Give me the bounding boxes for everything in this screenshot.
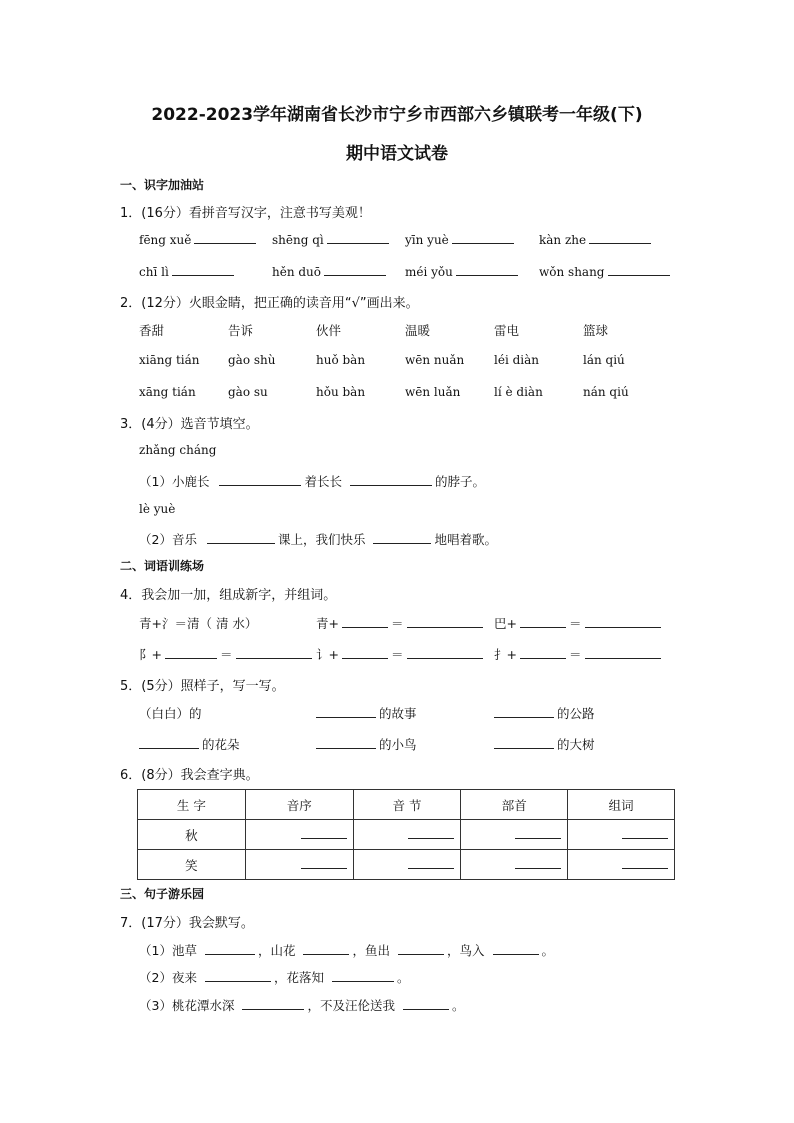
line-text: 。: [451, 998, 465, 1013]
pinyin-item: [272, 264, 389, 279]
answer-blank[interactable]: [407, 616, 483, 628]
answer-blank[interactable]: [219, 474, 301, 486]
sentence-text: 地唱着歌。: [434, 532, 497, 547]
pinyin-option[interactable]: lí è diàn: [494, 385, 543, 399]
item-text: 的大树: [557, 737, 595, 752]
item-text: 阝+: [139, 647, 162, 662]
answer-blank[interactable]: [520, 647, 566, 659]
line-text: ，鱼出: [352, 943, 390, 958]
sentence-text: 的脖子。: [434, 474, 485, 489]
line-text: ，花落知: [273, 970, 324, 985]
phrase-item: [494, 704, 595, 722]
answer-blank[interactable]: [494, 706, 554, 718]
pinyin-option[interactable]: xāng tián: [139, 385, 196, 399]
answer-line: [408, 837, 454, 839]
pinyin-option[interactable]: gào su: [228, 385, 268, 399]
column-header: 组词: [568, 790, 675, 820]
pinyin-item: [139, 232, 259, 247]
answer-blank[interactable]: [327, 232, 389, 244]
answer-blank[interactable]: [139, 737, 199, 749]
answer-cell[interactable]: [245, 850, 353, 880]
pinyin-text: kàn zhe: [539, 233, 587, 247]
item-text: 的公路: [557, 706, 595, 721]
pinyin-item: [539, 232, 654, 247]
pinyin-text: shēng qì: [272, 233, 324, 247]
column-header: 音 节: [353, 790, 461, 820]
add-item: [494, 645, 664, 663]
phrase-item: [494, 735, 595, 753]
character-cell: 秋: [138, 820, 246, 850]
add-item: [139, 645, 315, 663]
question-2-stem: 2．(12分）火眼金睛，把正确的读音用“√”画出来。: [120, 296, 419, 311]
line-text: （1）池草: [139, 943, 197, 958]
table-row: [138, 820, 675, 850]
column-header: 音序: [245, 790, 353, 820]
line-text: ，不及汪伦送我: [307, 998, 395, 1013]
pinyin-option[interactable]: wēn luǎn: [405, 385, 461, 399]
answer-line: [622, 867, 668, 869]
answer-blank[interactable]: [172, 264, 234, 276]
question-6-stem: 6．(8分）我会查字典。: [120, 768, 259, 783]
answer-blank[interactable]: [493, 943, 539, 955]
answer-blank[interactable]: [452, 232, 514, 244]
answer-line: [301, 867, 347, 869]
add-item: [316, 645, 486, 663]
pinyin-text: yīn yuè: [405, 233, 449, 247]
answer-blank[interactable]: [207, 532, 275, 544]
pinyin-text: fēng xuě: [139, 233, 192, 247]
pinyin-text: wǒn shang: [539, 265, 605, 279]
equals: ＝: [568, 647, 582, 662]
line-text: ，山花: [257, 943, 296, 958]
answer-blank[interactable]: [342, 616, 388, 628]
section-heading-1: 一、识字加油站: [120, 178, 205, 192]
answer-cell[interactable]: [245, 820, 353, 850]
pinyin-option[interactable]: wēn nuǎn: [405, 353, 465, 367]
recite-line-1: [139, 941, 554, 959]
question-5-stem: 5．(5分）照样子，写一写。: [120, 679, 285, 694]
answer-line: [301, 837, 347, 839]
pinyin-option[interactable]: hǒu bàn: [316, 385, 366, 399]
answer-cell[interactable]: [461, 820, 568, 850]
item-text: 的花朵: [202, 737, 240, 752]
pinyin-option[interactable]: xiāng tián: [139, 353, 200, 367]
question-3-stem: 3．(4分）选音节填空。: [120, 417, 259, 432]
character-cell: 笑: [138, 850, 246, 880]
phrase-item: [316, 735, 417, 753]
answer-blank[interactable]: [585, 616, 661, 628]
word: 告诉: [228, 323, 254, 338]
item-text: 巴+: [494, 616, 517, 631]
phrase-item: [139, 735, 240, 753]
add-item: [494, 614, 664, 632]
pinyin-option[interactable]: gào shù: [228, 353, 276, 367]
answer-blank[interactable]: [398, 943, 444, 955]
recite-line-3: [139, 996, 465, 1014]
answer-blank[interactable]: [520, 616, 566, 628]
line-text: 。: [396, 970, 410, 985]
pinyin-choices: zhǎng cháng: [139, 443, 217, 457]
line-text: ，鸟入: [446, 943, 485, 958]
item-text: 青+: [316, 616, 339, 631]
answer-cell[interactable]: [353, 850, 461, 880]
pinyin-item: [539, 264, 673, 279]
word: 雷电: [494, 323, 520, 338]
answer-cell[interactable]: [568, 850, 675, 880]
sentence-text: 着长长: [304, 474, 342, 489]
answer-blank[interactable]: [407, 647, 483, 659]
answer-line: [408, 867, 454, 869]
word: 香甜: [139, 323, 165, 338]
item-text: 的小鸟: [379, 737, 417, 752]
line-text: 。: [541, 943, 555, 958]
sentence-text: 课上，我们快乐: [277, 532, 366, 547]
pinyin-option[interactable]: lán qiú: [583, 353, 625, 367]
answer-blank[interactable]: [236, 647, 312, 659]
pinyin-item: [272, 232, 392, 247]
answer-cell[interactable]: [568, 820, 675, 850]
pinyin-option[interactable]: léi diàn: [494, 353, 539, 367]
question-7-stem: 7．(17分）我会默写。: [120, 916, 254, 931]
answer-blank[interactable]: [373, 532, 431, 544]
line-text: （3）桃花潭水深: [139, 998, 235, 1013]
equals: ＝: [390, 616, 404, 631]
section-heading-2: 二、词语训练场: [120, 559, 205, 573]
pinyin-option[interactable]: nán qiú: [583, 385, 629, 399]
pinyin-option[interactable]: huǒ bàn: [316, 353, 366, 367]
sentence-text: （1）小鹿长: [139, 474, 210, 489]
example: （白白）的: [139, 706, 202, 721]
equals: ＝: [219, 647, 233, 662]
fill-sentence-1: [139, 472, 485, 490]
equals: ＝: [568, 616, 582, 631]
section-heading-3: 三、句子游乐园: [120, 887, 205, 901]
phrase-item: [316, 704, 417, 722]
pinyin-item: [139, 264, 237, 279]
pinyin-text: méi yǒu: [405, 265, 453, 279]
exam-title-line1: 2022-2023学年湖南省长沙市宁乡市西部六乡镇联考一年级(下): [151, 105, 643, 125]
fill-sentence-2: [139, 530, 497, 548]
answer-blank[interactable]: [342, 647, 388, 659]
pinyin-text: chī lì: [139, 265, 169, 279]
answer-blank[interactable]: [303, 943, 349, 955]
question-1-stem: 1．(16分）看拼音写汉字，注意书写美观！: [120, 206, 371, 221]
answer-blank[interactable]: [194, 232, 256, 244]
word: 伙伴: [316, 323, 342, 338]
exam-title-line2: 期中语文试卷: [346, 144, 448, 164]
answer-line: [622, 837, 668, 839]
answer-blank[interactable]: [456, 264, 518, 276]
answer-blank[interactable]: [205, 943, 255, 955]
add-item: [316, 614, 486, 632]
answer-blank[interactable]: [350, 474, 432, 486]
line-text: （2）夜来: [139, 970, 197, 985]
answer-cell[interactable]: [461, 850, 568, 880]
table-row: [138, 850, 675, 880]
column-header: 生 字: [138, 790, 246, 820]
pinyin-item: [405, 232, 517, 247]
answer-blank[interactable]: [316, 706, 376, 718]
answer-blank[interactable]: [589, 232, 651, 244]
answer-blank[interactable]: [403, 998, 449, 1010]
pinyin-choices: lè yuè: [139, 502, 176, 516]
answer-blank[interactable]: [332, 970, 394, 982]
pinyin-item: [405, 264, 521, 279]
table-header-row: [138, 790, 675, 820]
answer-blank[interactable]: [205, 970, 271, 982]
answer-blank[interactable]: [494, 737, 554, 749]
answer-blank[interactable]: [242, 998, 304, 1010]
column-header: 部首: [461, 790, 568, 820]
item-text: 讠+: [316, 647, 339, 662]
item-text: 的故事: [379, 706, 417, 721]
pinyin-text: hěn duō: [272, 265, 322, 279]
answer-blank[interactable]: [316, 737, 376, 749]
dictionary-table: [137, 789, 675, 880]
answer-blank[interactable]: [585, 647, 661, 659]
example: 青+氵＝清（ 清 水）: [139, 616, 258, 631]
equals: ＝: [390, 647, 404, 662]
recite-line-2: [139, 968, 409, 986]
answer-blank[interactable]: [324, 264, 386, 276]
answer-line: [515, 867, 561, 869]
answer-line: [515, 837, 561, 839]
item-text: 扌+: [494, 647, 517, 662]
sentence-text: （2）音乐: [139, 532, 197, 547]
answer-blank[interactable]: [608, 264, 670, 276]
word: 篮球: [583, 323, 609, 338]
word: 温暖: [405, 323, 431, 338]
question-4-stem: 4．我会加一加，组成新字，并组词。: [120, 588, 337, 603]
answer-cell[interactable]: [353, 820, 461, 850]
answer-blank[interactable]: [165, 647, 217, 659]
